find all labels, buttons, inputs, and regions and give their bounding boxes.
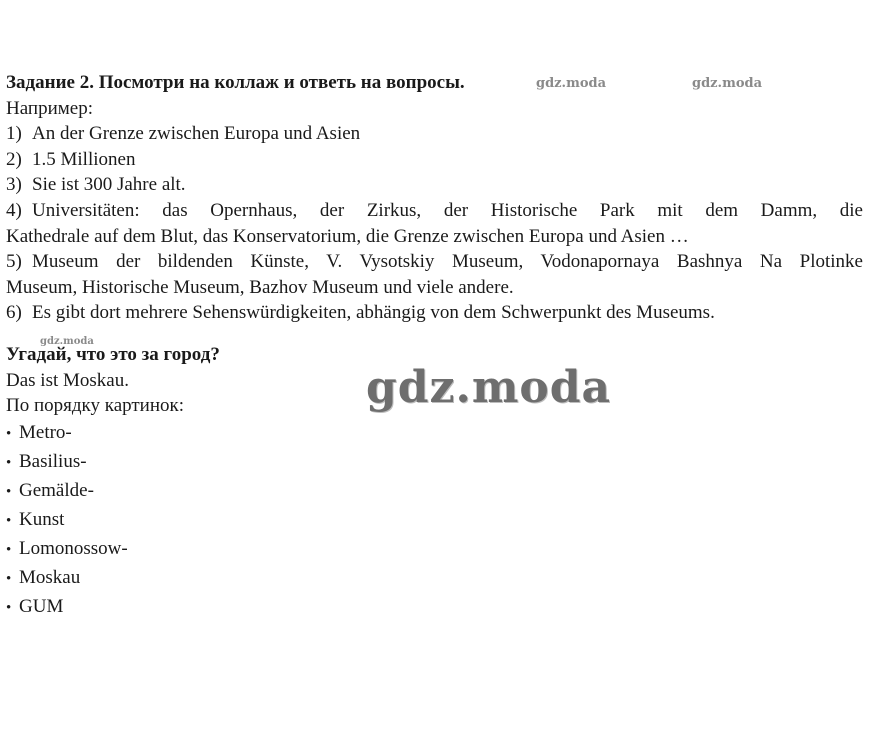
list-item xyxy=(6,535,863,564)
watermark-large: gdz.moda xyxy=(366,362,612,413)
answer-text: Museum der bildenden Künste, V. Vysotskiy Museum, Vodonapornaya Bashnya Na Plotinke xyxy=(32,251,863,273)
answer-item xyxy=(6,198,863,224)
list-item xyxy=(6,564,863,593)
task-heading: Задание 2. Посмотри на коллаж и ответь на вопросы. xyxy=(6,72,465,93)
watermark: gdz.moda xyxy=(536,76,607,91)
list-item-text: Kunst xyxy=(19,508,65,530)
list-item xyxy=(6,448,863,477)
answer-number: 6) xyxy=(6,302,22,324)
task-intro: Например: xyxy=(6,97,93,119)
list-item-text: Gemälde- xyxy=(19,479,94,501)
answer-continuation: Kathedrale auf dem Blut, das Konservatorium, die Grenze zwischen Europa und Asien … xyxy=(6,225,689,247)
list-item xyxy=(6,477,863,506)
document-body xyxy=(6,70,863,622)
answer-number: 1) xyxy=(6,123,22,145)
bullet-icon: • xyxy=(6,570,12,587)
list-item-text: Moskau xyxy=(19,566,81,588)
answer-number: 2) xyxy=(6,148,22,170)
bullet-icon: • xyxy=(6,599,12,616)
answer-text: Universitäten: das Opernhaus, der Zirkus, der Historische Park mit dem Damm, die xyxy=(32,199,863,221)
list-item xyxy=(6,593,863,622)
answer-item xyxy=(6,300,863,326)
bullet-icon: • xyxy=(6,512,12,529)
order-label: По порядку картинок: xyxy=(6,395,185,417)
list-item-text: Lomonossow- xyxy=(19,537,128,559)
guess-answer: Das ist Moskau. xyxy=(6,369,129,391)
answer-text: An der Grenze zwischen Europa und Asien xyxy=(32,123,361,145)
bullet-icon: • xyxy=(6,425,12,442)
bullet-icon: • xyxy=(6,541,12,558)
watermark: gdz.moda xyxy=(692,76,763,91)
answer-number: 4) xyxy=(6,199,22,221)
bullet-icon: • xyxy=(6,483,12,500)
answer-item xyxy=(6,172,863,198)
answer-item xyxy=(6,147,863,173)
answer-text: 1.5 Millionen xyxy=(32,148,136,170)
answer-number: 3) xyxy=(6,174,22,196)
answer-item xyxy=(6,249,863,275)
answer-continuation: Museum, Historische Museum, Bazhov Museum und viele andere. xyxy=(6,276,514,298)
list-item-text: GUM xyxy=(19,595,64,617)
answer-text: Sie ist 300 Jahre alt. xyxy=(32,174,186,196)
answer-item xyxy=(6,121,863,147)
watermark: gdz.moda xyxy=(40,336,94,347)
list-item-text: Metro- xyxy=(19,421,72,443)
answer-number: 5) xyxy=(6,251,22,273)
list-item-text: Basilius- xyxy=(19,450,87,472)
list-item xyxy=(6,419,863,448)
answer-text: Es gibt dort mehrere Sehenswürdigkeiten, abhängig von dem Schwerpunkt des Museums. xyxy=(32,302,715,324)
bullet-icon: • xyxy=(6,454,12,471)
guess-heading: Угадай, что это за город? xyxy=(6,343,220,365)
list-item xyxy=(6,506,863,535)
